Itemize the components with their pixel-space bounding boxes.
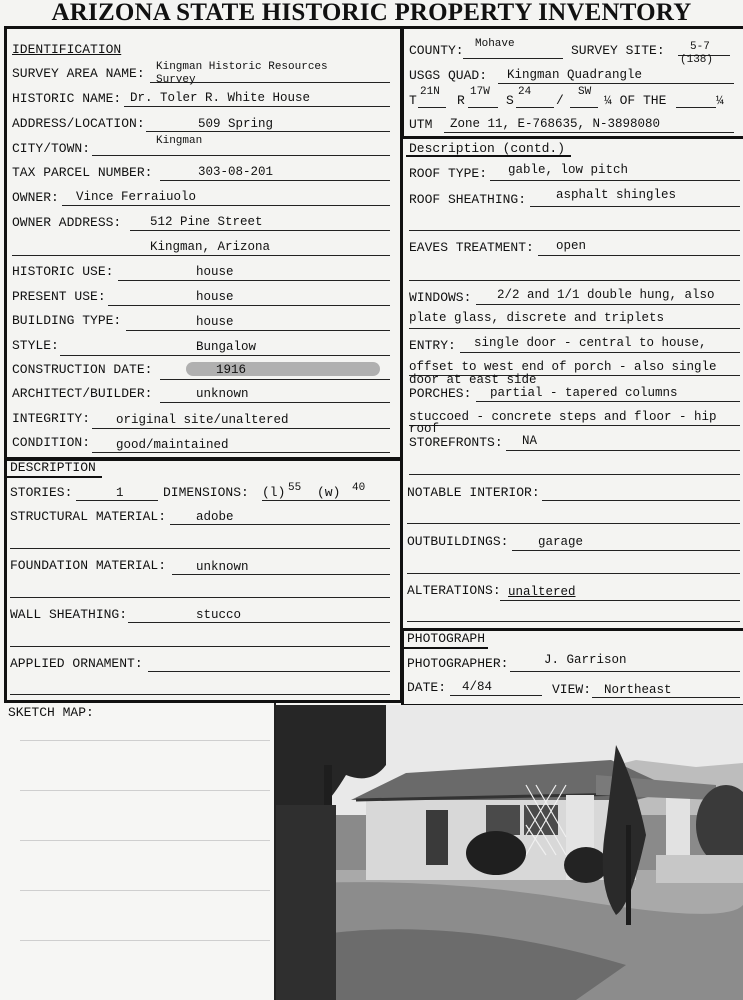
photographer-value: J. Garrison: [544, 653, 627, 667]
integrity-label: INTEGRITY:: [12, 411, 91, 426]
stories-label: STORIES:: [10, 485, 73, 500]
roof-sheathing-label: ROOF SHEATHING:: [409, 192, 527, 207]
alterations-value: unaltered: [508, 585, 576, 599]
porches-value-2: stuccoed - concrete steps and floor - hip: [409, 410, 717, 424]
county-label: COUNTY:: [409, 43, 464, 58]
dimension-length-value: 55: [288, 482, 302, 494]
style-value: Bungalow: [196, 340, 257, 354]
style-label: STYLE:: [12, 338, 59, 353]
building-type-value: house: [196, 315, 234, 329]
entry-label: ENTRY:: [409, 338, 456, 353]
owner-address-label: OWNER ADDRESS:: [12, 215, 122, 230]
porches-value-1: partial - tapered columns: [490, 386, 678, 400]
windows-value-1: 2/2 and 1/1 double hung, also: [497, 288, 715, 302]
structural-material-value: adobe: [196, 510, 234, 524]
condition-label: CONDITION:: [12, 435, 91, 450]
historic-use-label: HISTORIC USE:: [12, 264, 114, 279]
dimension-width-value: 40: [352, 482, 366, 494]
utm-value: Zone 11, E-768635, N-3898080: [450, 117, 661, 131]
utm-label: UTM: [409, 117, 433, 132]
roof-sheathing-value: asphalt shingles: [556, 188, 677, 202]
tax-parcel-label: TAX PARCEL NUMBER:: [12, 165, 153, 180]
foundation-material-value: unknown: [196, 560, 249, 574]
entry-value-3: door at east side: [409, 373, 537, 387]
condition-value: good/maintained: [116, 438, 229, 452]
storefronts-label: STOREFRONTS:: [409, 435, 503, 450]
survey-site-label: SURVEY SITE:: [571, 43, 665, 58]
porches-label: PORCHES:: [409, 386, 472, 401]
house-photograph: [276, 705, 743, 1000]
architect-value: unknown: [196, 387, 249, 401]
roof-type-label: ROOF TYPE:: [409, 166, 488, 181]
alterations-label: ALTERATIONS:: [407, 583, 501, 598]
windows-value-2: plate glass, discrete and triplets: [409, 311, 665, 325]
construction-date-value: 1916: [216, 363, 247, 377]
eaves-value: open: [556, 239, 587, 253]
eaves-label: EAVES TREATMENT:: [409, 240, 534, 255]
historic-use-value: house: [196, 265, 234, 279]
section-slash: /: [556, 93, 564, 108]
photo-date-label: DATE:: [407, 680, 447, 695]
building-type-label: BUILDING TYPE:: [12, 313, 122, 328]
notable-interior-label: NOTABLE INTERIOR:: [407, 485, 540, 500]
address-value: 509 Spring: [198, 117, 274, 131]
photograph-header: PHOTOGRAPH: [407, 631, 486, 646]
foundation-material-label: FOUNDATION MATERIAL:: [10, 558, 167, 573]
description-contd-header: Description (contd.): [409, 141, 566, 156]
porches-value-3: roof: [409, 422, 440, 436]
dimension-length-label: (l): [262, 485, 286, 500]
integrity-value: original site/unaltered: [116, 413, 289, 427]
entry-value-2: offset to west end of porch - also single: [409, 360, 717, 374]
description-header: DESCRIPTION: [10, 460, 96, 475]
quarter-value: SW: [578, 86, 592, 98]
sketch-map-area: [0, 703, 276, 1000]
dimensions-label: DIMENSIONS:: [163, 485, 249, 500]
form-title: ARIZONA STATE HISTORIC PROPERTY INVENTORY: [51, 0, 692, 26]
section-value: 24: [518, 86, 532, 98]
tax-parcel-value: 303-08-201: [198, 165, 274, 179]
range-label: R: [457, 93, 465, 108]
city-value: Kingman: [156, 135, 203, 147]
city-label: CITY/TOWN:: [12, 141, 91, 156]
photo-view-label: VIEW:: [552, 682, 592, 697]
usgs-quad-value: Kingman Quadrangle: [507, 68, 643, 82]
range-value: 17W: [470, 86, 490, 98]
owner-label: OWNER:: [12, 190, 59, 205]
address-label: ADDRESS/LOCATION:: [12, 116, 145, 131]
section-label: S: [506, 93, 514, 108]
storefronts-value: NA: [522, 434, 538, 448]
present-use-label: PRESENT USE:: [12, 289, 106, 304]
sketch-map-label: SKETCH MAP:: [8, 705, 94, 720]
outbuildings-value: garage: [538, 535, 584, 549]
historic-name-value: Dr. Toler R. White House: [130, 91, 311, 105]
identification-header: IDENTIFICATION: [12, 42, 122, 57]
entry-value-1: single door - central to house,: [474, 336, 707, 350]
quarter-end-label: ¼: [716, 93, 724, 108]
wall-sheathing-value: stucco: [196, 608, 242, 622]
usgs-quad-label: USGS QUAD:: [409, 68, 488, 83]
structural-material-label: STRUCTURAL MATERIAL:: [10, 509, 167, 524]
architect-label: ARCHITECT/BUILDER:: [12, 386, 153, 401]
survey-site-value-2: (138): [680, 54, 714, 66]
windows-label: WINDOWS:: [409, 290, 472, 305]
owner-address-value-2: Kingman, Arizona: [150, 240, 271, 254]
owner-address-value-1: 512 Pine Street: [150, 215, 263, 229]
wall-sheathing-label: WALL SHEATHING:: [10, 607, 128, 622]
owner-value: Vince Ferraiuolo: [76, 190, 197, 204]
photographer-label: PHOTOGRAPHER:: [407, 656, 509, 671]
present-use-value: house: [196, 290, 234, 304]
dimension-width-label: (w): [317, 485, 341, 500]
survey-area-value-2: Survey: [156, 74, 196, 86]
township-value: 21N: [420, 86, 440, 98]
stories-value: 1: [116, 486, 124, 500]
applied-ornament-label: APPLIED ORNAMENT:: [10, 656, 143, 671]
roof-type-value: gable, low pitch: [508, 163, 629, 177]
county-value: Mohave: [475, 38, 515, 50]
survey-site-value-1: 5-7: [690, 41, 710, 53]
construction-date-label: CONSTRUCTION DATE:: [12, 362, 153, 377]
township-label: T: [409, 93, 417, 108]
survey-area-value-1: Kingman Historic Resources: [156, 61, 328, 73]
survey-area-label: SURVEY AREA NAME:: [12, 66, 145, 81]
photo-view-value: Northeast: [604, 683, 672, 697]
photo-date-value: 4/84: [462, 680, 493, 694]
quarter-of-the-label: ¼ OF THE: [604, 93, 667, 108]
historic-name-label: HISTORIC NAME:: [12, 91, 122, 106]
outbuildings-label: OUTBUILDINGS:: [407, 534, 509, 549]
